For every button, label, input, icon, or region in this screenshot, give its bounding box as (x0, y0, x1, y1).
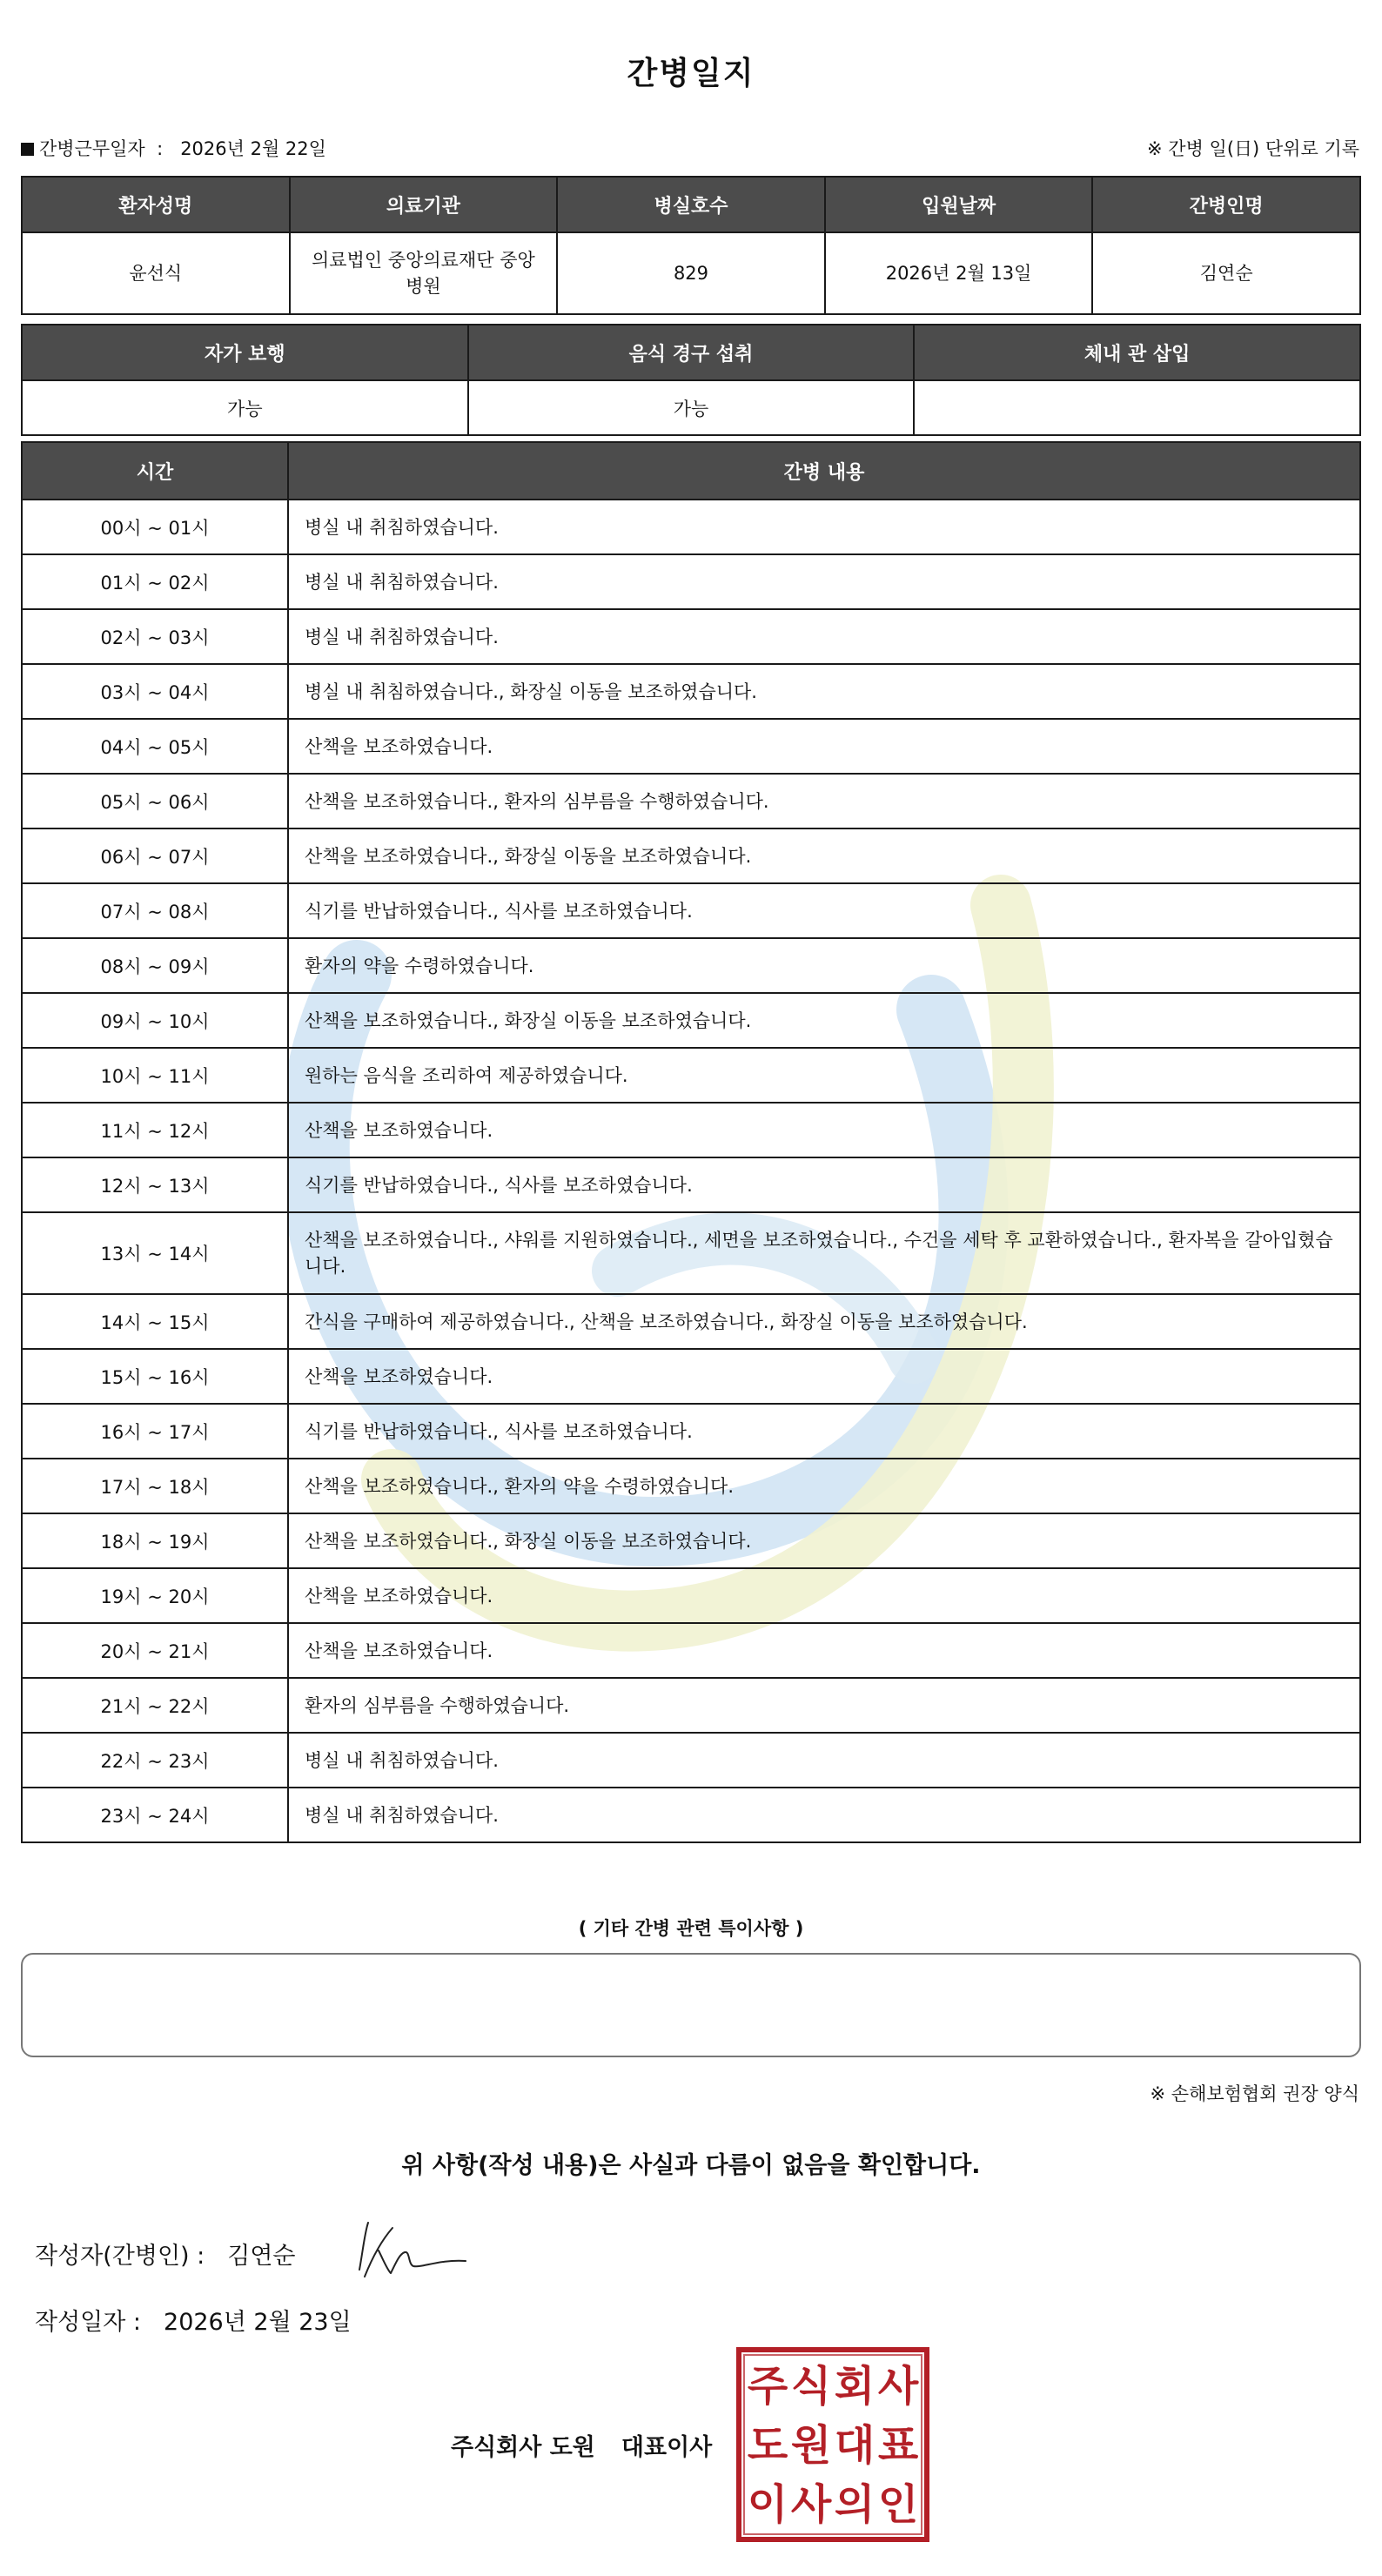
care-log-time: 03시 ~ 04시 (22, 664, 288, 719)
patient-status-value-row (22, 380, 1360, 435)
special-notes-title: ( 기타 간병 관련 특이사항 ) (578, 1918, 804, 1939)
care-log-row (22, 1404, 1360, 1459)
care-log-content: 산책을 보조하였습니다. (288, 719, 1360, 774)
care-log-time: 20시 ~ 21시 (22, 1623, 288, 1678)
care-log-content: 산책을 보조하였습니다., 화장실 이동을 보조하였습니다. (288, 1513, 1360, 1568)
work-date-separator: : (157, 138, 164, 159)
care-log-row (22, 993, 1360, 1048)
care-log-content: 병실 내 취침하였습니다. (288, 609, 1360, 664)
care-log-time: 11시 ~ 12시 (22, 1103, 288, 1157)
header-hospital: 의료기관 (290, 177, 558, 232)
care-log-header-row (22, 442, 1360, 500)
care-log-row (22, 1678, 1360, 1733)
write-date-value: 2026년 2월 23일 (164, 2309, 352, 2336)
care-log-content: 식기를 반납하였습니다., 식사를 보조하였습니다. (288, 883, 1360, 938)
care-log-time: 13시 ~ 14시 (22, 1212, 288, 1294)
care-log-time: 12시 ~ 13시 (22, 1157, 288, 1212)
care-log-row (22, 1349, 1360, 1404)
care-log-row (22, 1157, 1360, 1212)
care-log-time: 10시 ~ 11시 (22, 1048, 288, 1103)
care-log-time: 02시 ~ 03시 (22, 609, 288, 664)
care-log-time: 01시 ~ 02시 (22, 554, 288, 609)
care-log-content: 원하는 음식을 조리하여 제공하였습니다. (288, 1048, 1360, 1103)
care-log-time: 16시 ~ 17시 (22, 1404, 288, 1459)
header-oral-intake: 음식 경구 섭취 (468, 325, 915, 380)
care-log-row (22, 1103, 1360, 1157)
care-log-time: 07시 ~ 08시 (22, 883, 288, 938)
header-self-walking: 자가 보행 (22, 325, 468, 380)
seal-character: 주 (747, 2362, 788, 2411)
care-log-row (22, 1733, 1360, 1788)
care-log-content: 산책을 보조하였습니다., 환자의 약을 수령하였습니다. (288, 1459, 1360, 1513)
care-log-table (21, 441, 1361, 1843)
header-room-number: 병실호수 (557, 177, 825, 232)
work-date-value: 2026년 2월 22일 (180, 138, 326, 159)
hospital-name: 의료법인 중앙의료재단 중앙 병원 (290, 232, 558, 314)
care-log-content: 산책을 보조하였습니다., 환자의 심부름을 수행하였습니다. (288, 774, 1360, 828)
care-log-row (22, 1048, 1360, 1103)
care-log-row (22, 1459, 1360, 1513)
oral-intake-value: 가능 (468, 380, 915, 435)
care-log-row (22, 1788, 1360, 1842)
care-log-row (22, 1568, 1360, 1623)
care-log-content: 산책을 보조하였습니다. (288, 1103, 1360, 1157)
patient-info-table (21, 176, 1361, 315)
care-log-time: 04시 ~ 05시 (22, 719, 288, 774)
care-log-body (22, 500, 1360, 1842)
care-log-content: 산책을 보조하였습니다. (288, 1623, 1360, 1678)
seal-character: 대 (834, 2421, 875, 2470)
care-log-row (22, 774, 1360, 828)
header-caregiver-name: 간병인명 (1092, 177, 1360, 232)
seal-character: 사 (790, 2480, 832, 2529)
patient-status-header-row (22, 325, 1360, 380)
care-log-row (22, 828, 1360, 883)
care-log-content: 병실 내 취침하였습니다. (288, 554, 1360, 609)
care-log-time: 09시 ~ 10시 (22, 993, 288, 1048)
care-log-content: 식기를 반납하였습니다., 식사를 보조하였습니다. (288, 1157, 1360, 1212)
patient-info-value-row (22, 232, 1360, 314)
seal-character: 의 (834, 2480, 875, 2529)
care-log-row (22, 1513, 1360, 1568)
caregiver-name: 김연순 (1092, 232, 1360, 314)
care-log-content: 환자의 약을 수령하였습니다. (288, 938, 1360, 993)
seal-character: 표 (877, 2421, 919, 2470)
seal-character: 회 (834, 2362, 875, 2411)
care-log-row (22, 883, 1360, 938)
care-log-content: 환자의 심부름을 수행하였습니다. (288, 1678, 1360, 1733)
header-tube-insertion: 체내 관 삽입 (914, 325, 1360, 380)
care-log-time: 06시 ~ 07시 (22, 828, 288, 883)
care-log-row (22, 554, 1360, 609)
patient-info-header-row (22, 177, 1360, 232)
self-walking-value: 가능 (22, 380, 468, 435)
care-log-time: 14시 ~ 15시 (22, 1294, 288, 1349)
care-log-time: 05시 ~ 06시 (22, 774, 288, 828)
care-log-time: 21시 ~ 22시 (22, 1678, 288, 1733)
care-log-time: 08시 ~ 09시 (22, 938, 288, 993)
care-log-time: 17시 ~ 18시 (22, 1459, 288, 1513)
seal-character: 이 (747, 2480, 788, 2529)
care-log-time: 00시 ~ 01시 (22, 500, 288, 554)
company-line (451, 2428, 712, 2462)
care-log-time: 23시 ~ 24시 (22, 1788, 288, 1842)
write-date-line (35, 2303, 352, 2337)
admission-date: 2026년 2월 13일 (825, 232, 1093, 314)
care-log-content: 산책을 보조하였습니다. (288, 1349, 1360, 1404)
unit-note: ※ 간병 일(日) 단위로 기록 (1147, 138, 1359, 159)
patient-status-table (21, 324, 1361, 436)
care-log-time: 15시 ~ 16시 (22, 1349, 288, 1404)
care-log-row (22, 938, 1360, 993)
room-number: 829 (557, 232, 825, 314)
care-log-row (22, 1623, 1360, 1678)
care-log-content: 병실 내 취침하였습니다., 화장실 이동을 보조하였습니다. (288, 664, 1360, 719)
confirmation-statement: 위 사항(작성 내용)은 사실과 다름이 없음을 확인합니다. (401, 2152, 981, 2179)
representative-title: 대표이사 (621, 2434, 713, 2461)
seal-character: 식 (790, 2362, 832, 2411)
care-log-content: 병실 내 취침하였습니다. (288, 1733, 1360, 1788)
handwritten-signature (352, 2216, 474, 2285)
writer-name: 김연순 (227, 2243, 296, 2270)
care-log-row (22, 1294, 1360, 1349)
care-log-time: 19시 ~ 20시 (22, 1568, 288, 1623)
care-log-row (22, 719, 1360, 774)
header-time: 시간 (22, 442, 288, 500)
header-patient-name: 환자성명 (22, 177, 290, 232)
company-name: 주식회사 도원 (451, 2434, 595, 2461)
writer-line (35, 2237, 296, 2271)
care-log-content: 산책을 보조하였습니다., 샤워를 지원하였습니다., 세면을 보조하였습니다., 수건을 세탁 후 교환하였습니다., 환자복을 갈아입혔습니다. (288, 1212, 1360, 1294)
care-log-row (22, 609, 1360, 664)
care-log-row (22, 1212, 1360, 1294)
header-admission-date: 입원날짜 (825, 177, 1093, 232)
header-care-content: 간병 내용 (288, 442, 1360, 500)
special-notes-box (21, 1953, 1361, 2057)
care-log-row (22, 500, 1360, 554)
care-log-row (22, 664, 1360, 719)
seal-character: 사 (877, 2362, 919, 2411)
care-log-time: 22시 ~ 23시 (22, 1733, 288, 1788)
patient-name: 윤선식 (22, 232, 290, 314)
tube-insertion-value (914, 380, 1360, 435)
care-log-content: 산책을 보조하였습니다., 화장실 이동을 보조하였습니다. (288, 828, 1360, 883)
care-log-content: 병실 내 취침하였습니다. (288, 500, 1360, 554)
write-date-label: 작성일자 : (35, 2309, 142, 2336)
company-seal-stamp (735, 2346, 930, 2543)
care-log-content: 산책을 보조하였습니다. (288, 1568, 1360, 1623)
document-title: 간병일지 (627, 56, 755, 91)
seal-character: 원 (790, 2421, 832, 2470)
work-date-label: 간병근무일자 (39, 138, 145, 159)
seal-character: 도 (747, 2421, 788, 2470)
writer-label: 작성자(간병인) : (35, 2243, 205, 2270)
seal-character: 인 (877, 2480, 919, 2529)
square-bullet-icon (21, 143, 34, 156)
care-log-content: 병실 내 취침하였습니다. (288, 1788, 1360, 1842)
form-note: ※ 손해보험협회 권장 양식 (1150, 2083, 1359, 2104)
care-log-content: 식기를 반납하였습니다., 식사를 보조하였습니다. (288, 1404, 1360, 1459)
work-date-line (21, 135, 326, 161)
care-log-time: 18시 ~ 19시 (22, 1513, 288, 1568)
care-log-content: 산책을 보조하였습니다., 화장실 이동을 보조하였습니다. (288, 993, 1360, 1048)
care-log-content: 간식을 구매하여 제공하였습니다., 산책을 보조하였습니다., 화장실 이동을 보조하였습니다. (288, 1294, 1360, 1349)
